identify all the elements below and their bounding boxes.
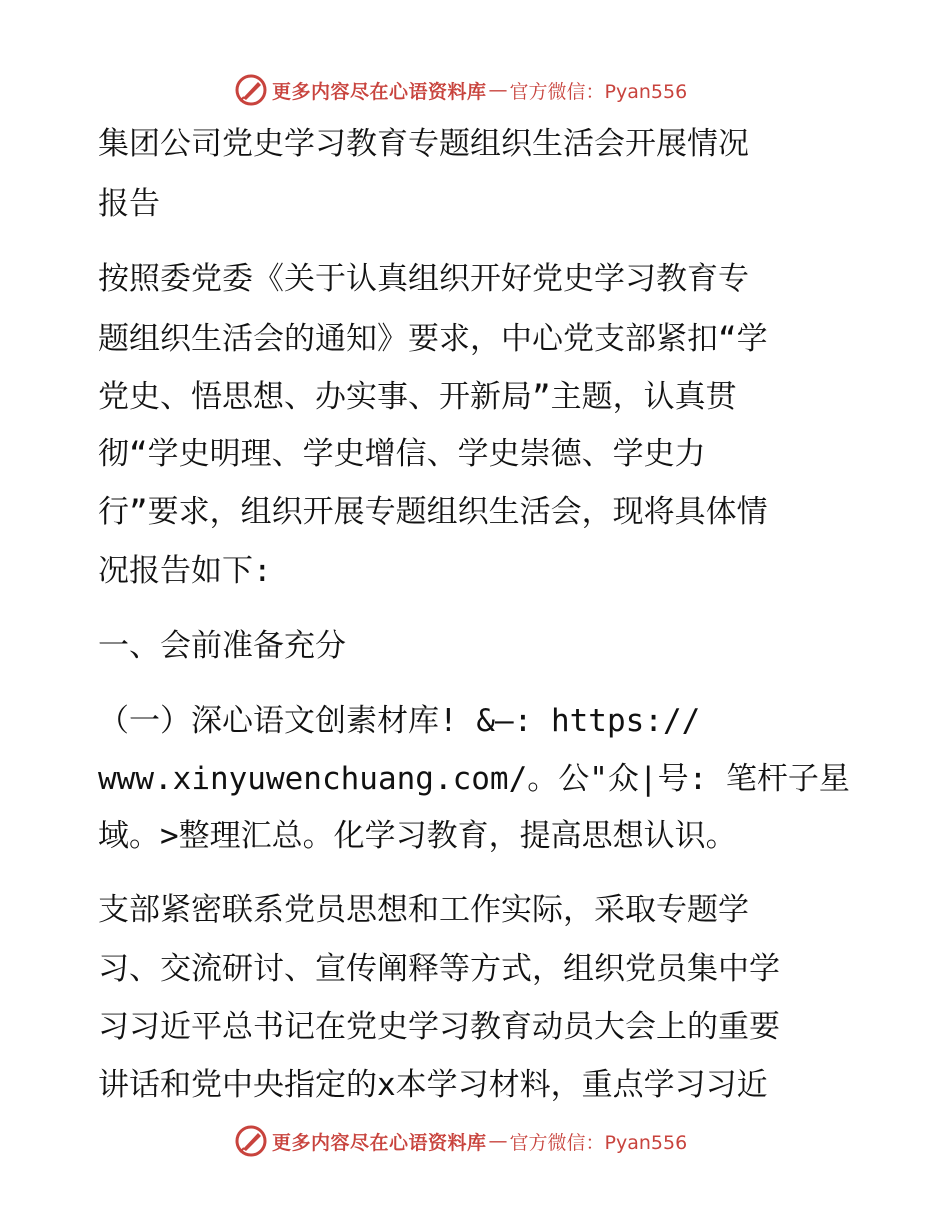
watermark-separator: — xyxy=(488,1130,508,1152)
paragraph-1-line-1: 按照委党委《关于认真组织开好党史学习教育专 xyxy=(98,261,749,297)
watermark-contact: 官方微信：Pyan556 xyxy=(509,80,688,103)
paragraph-1-line-2: 题组织生活会的通知》要求，中心党支部紧扣“学 xyxy=(98,321,768,357)
paragraph-1-line-3: 党史、悟思想、办实事、开新局”主题，认真贯 xyxy=(98,379,737,415)
paragraph-1-line-5: 行”要求，组织开展专题组织生活会，现将具体情 xyxy=(98,494,768,530)
watermark-contact: 官方微信：Pyan556 xyxy=(509,1131,688,1154)
document-title-line-2: 报告 xyxy=(98,186,160,222)
paragraph-2-line-4: 讲话和党中央指定的x本学习材料，重点学习习近 xyxy=(98,1067,768,1103)
watermark-text: 更多内容尽在心语资料库 xyxy=(272,80,487,103)
quill-logo-icon xyxy=(234,1124,268,1158)
subsection-1-line-3: 域。>整理汇总。化学习教育，提高思想认识。 xyxy=(98,818,737,854)
subsection-1-line-1: （一）深心语文创素材库! &—: https:// xyxy=(98,703,701,739)
document-title-line-1: 集团公司党史学习教育专题组织生活会开展情况 xyxy=(98,126,749,162)
watermark-separator: — xyxy=(488,79,508,101)
paragraph-1-line-4: 彻“学史明理、学史增信、学史崇德、学史力 xyxy=(98,436,706,472)
paragraph-2-line-3: 习习近平总书记在党史学习教育动员大会上的重要 xyxy=(98,1009,780,1045)
subsection-1-line-2: www.xinyuwenchuang.com/。公"众|号: 笔杆子星 xyxy=(98,761,850,797)
paragraph-1-line-6: 况报告如下: xyxy=(98,553,272,589)
header-watermark xyxy=(234,73,687,107)
section-1-heading: 一、会前准备充分 xyxy=(98,628,346,664)
paragraph-2-line-2: 习、交流研讨、宣传阐释等方式，组织党员集中学 xyxy=(98,951,780,987)
watermark-text: 更多内容尽在心语资料库 xyxy=(272,1131,487,1154)
paragraph-2-line-1: 支部紧密联系党员思想和工作实际，采取专题学 xyxy=(98,892,749,928)
footer-watermark xyxy=(234,1124,687,1158)
quill-logo-icon xyxy=(234,73,268,107)
